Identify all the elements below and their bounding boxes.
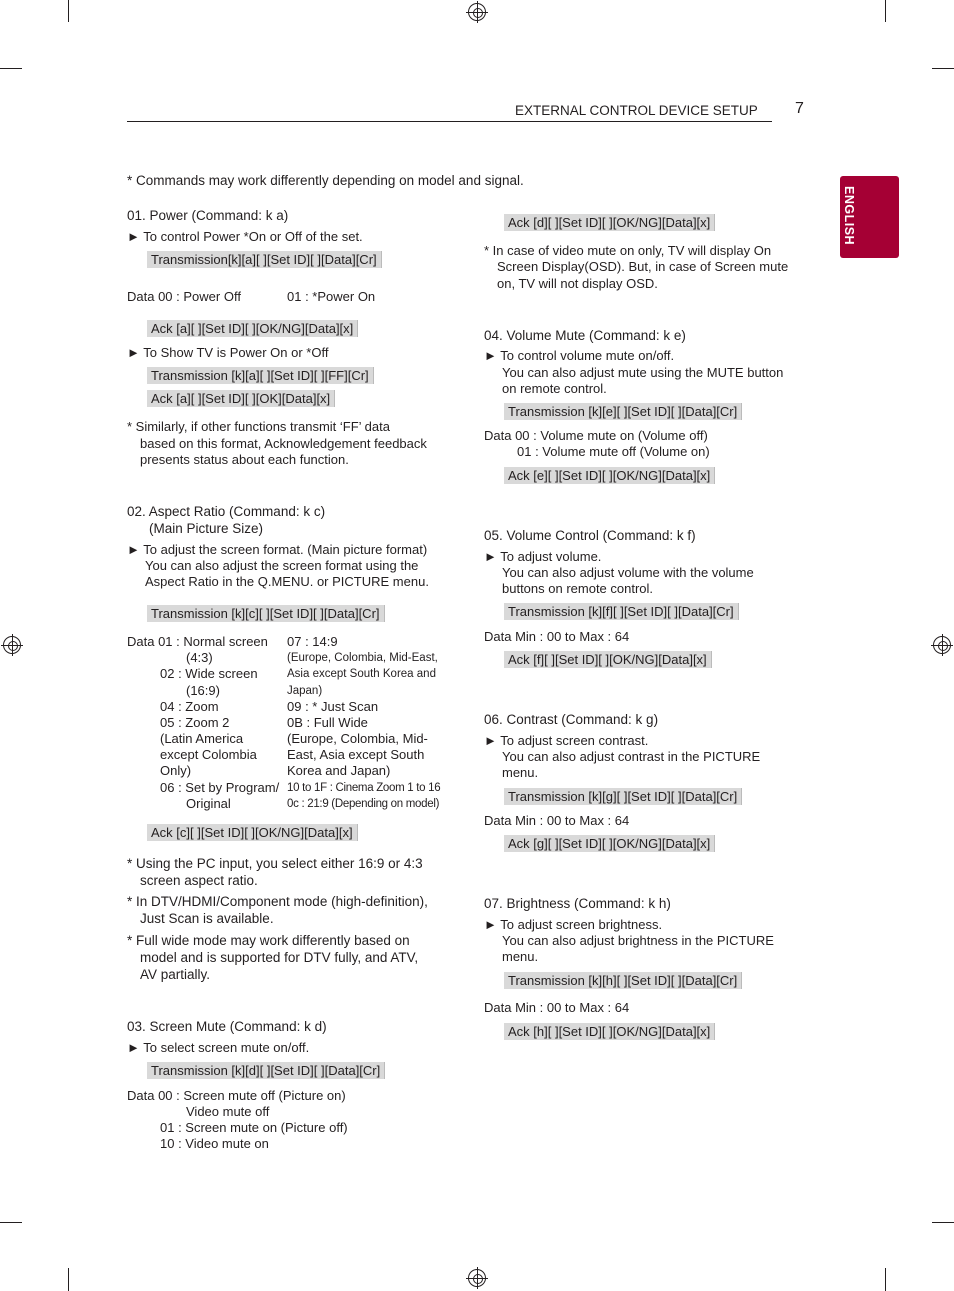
ack-box: Ack [c][ ][Set ID][ ][OK/NG][Data][x] xyxy=(147,824,358,841)
note-text: * Full wide mode may work differently based on xyxy=(127,933,410,948)
data-value: Japan) xyxy=(287,685,323,697)
section-title-volume-control: 05. Volume Control (Command: k f) xyxy=(484,528,696,543)
bullet-text: menu. xyxy=(502,949,539,964)
crop-mark xyxy=(68,1268,69,1291)
bullet-text: You can also adjust contrast in the PICTURE xyxy=(502,749,761,764)
note-text: * In DTV/HDMI/Component mode (high-definition), xyxy=(127,894,428,909)
note-text: presents status about each function. xyxy=(140,452,349,467)
bullet-text: ► To select screen mute on/off. xyxy=(127,1040,310,1055)
transmission-box: Transmission [k][c][ ][Set ID][ ][Data][Cr] xyxy=(147,605,385,622)
transmission-box: Transmission [k][d][ ][Set ID][ ][Data][Cr] xyxy=(147,1062,385,1079)
data-value: 07 : 14:9 xyxy=(287,634,338,649)
transmission-box: Transmission [k][h][ ][Set ID][ ][Data][Cr] xyxy=(504,972,742,989)
data-value: Asia except South Korea and xyxy=(287,668,436,680)
data-value: 10 : Video mute on xyxy=(160,1136,269,1151)
ack-box: Ack [f][ ][Set ID][ ][OK/NG][Data][x] xyxy=(504,651,712,668)
data-value: Data Min : 00 to Max : 64 xyxy=(484,1000,630,1015)
bullet-text: You can also adjust the screen format using the xyxy=(145,558,419,573)
crop-mark xyxy=(932,68,954,69)
bullet-text: buttons on remote control. xyxy=(502,581,654,596)
language-tab xyxy=(840,176,899,258)
ack-box: Ack [a][ ][Set ID][ ][OK][Data][x] xyxy=(147,390,335,407)
data-value: 09 : * Just Scan xyxy=(287,699,379,714)
bullet-text: ► To adjust screen brightness. xyxy=(484,917,663,932)
note-text: * In case of video mute on only, TV will display On xyxy=(484,243,772,258)
crop-mark xyxy=(0,1222,22,1223)
data-value: 01 : Volume mute off (Volume on) xyxy=(517,444,710,459)
bullet-text: menu. xyxy=(502,765,539,780)
section-title-aspect-ratio: 02. Aspect Ratio (Command: k c) xyxy=(127,504,326,519)
data-value: 10 to 1F : Cinema Zoom 1 to 16 xyxy=(287,782,441,794)
ack-box: Ack [e][ ][Set ID][ ][OK/NG][Data][x] xyxy=(504,467,715,484)
bullet-text: on remote control. xyxy=(502,381,607,396)
note-text: * Using the PC input, you select either 16:9 or 4:3 xyxy=(127,856,423,871)
crop-mark xyxy=(885,1268,886,1291)
bullet-text: You can also adjust brightness in the PICTURE xyxy=(502,933,774,948)
bullet-text: ► To adjust screen contrast. xyxy=(484,733,649,748)
section-title-brightness: 07. Brightness (Command: k h) xyxy=(484,896,671,911)
crop-mark xyxy=(68,0,69,22)
data-value: (16:9) xyxy=(186,683,220,698)
page-number: 7 xyxy=(795,100,804,117)
header-rule xyxy=(127,121,772,122)
note-text: screen aspect ratio. xyxy=(140,873,258,888)
data-value: Only) xyxy=(160,763,192,778)
bullet-text: Aspect Ratio in the Q.MENU. or PICTURE menu. xyxy=(145,574,429,589)
commands-note: * Commands may work differently depending on model and signal. xyxy=(127,173,524,188)
transmission-box: Transmission [k][g][ ][Set ID][ ][Data][Cr] xyxy=(504,788,742,805)
bullet-text: ► To adjust volume. xyxy=(484,549,602,564)
note-text: on, TV will not display OSD. xyxy=(497,276,658,291)
data-value: Data 01 : Normal screen xyxy=(127,634,268,649)
transmission-box: Transmission [k][f][ ][Set ID][ ][Data][Cr] xyxy=(504,603,739,620)
data-value: except Colombia xyxy=(160,747,257,762)
data-value: 05 : Zoom 2 xyxy=(160,715,230,730)
data-value: 0B : Full Wide xyxy=(287,715,368,730)
registration-mark-icon xyxy=(933,636,951,654)
section-title-screen-mute: 03. Screen Mute (Command: k d) xyxy=(127,1019,327,1034)
note-text: * Similarly, if other functions transmit ‘FF’ data xyxy=(127,419,390,434)
data-value: Data 00 : Power Off xyxy=(127,289,241,304)
page-header-title: EXTERNAL CONTROL DEVICE SETUP xyxy=(515,103,758,118)
ack-box: Ack [g][ ][Set ID][ ][OK/NG][Data][x] xyxy=(504,835,715,852)
language-tab-label: ENGLISH xyxy=(842,186,856,246)
data-value: East, Asia except South xyxy=(287,747,425,762)
section-title-power: 01. Power (Command: k a) xyxy=(127,208,289,223)
crop-mark xyxy=(885,0,886,22)
transmission-box: Transmission [k][e][ ][Set ID][ ][Data][Cr] xyxy=(504,403,742,420)
section-subtitle: (Main Picture Size) xyxy=(149,521,264,536)
data-value: Data Min : 00 to Max : 64 xyxy=(484,813,630,828)
ack-box: Ack [h][ ][Set ID][ ][OK/NG][Data][x] xyxy=(504,1023,715,1040)
data-value: 04 : Zoom xyxy=(160,699,219,714)
data-value: 06 : Set by Program/ xyxy=(160,780,280,795)
note-text: Screen Display(OSD). But, in case of Screen mute xyxy=(497,259,789,274)
ack-box: Ack [d][ ][Set ID][ ][OK/NG][Data][x] xyxy=(504,214,715,231)
bullet-text: ► To Show TV is Power On or *Off xyxy=(127,345,329,360)
bullet-text: ► To control volume mute on/off. xyxy=(484,348,675,363)
data-value: 0c : 21:9 (Depending on model) xyxy=(287,798,440,810)
transmission-box: Transmission [k][a][ ][Set ID][ ][FF][Cr] xyxy=(147,367,374,384)
data-value: Data 00 : Screen mute off (Picture on) xyxy=(127,1088,346,1103)
crop-mark xyxy=(0,68,22,69)
bullet-text: You can also adjust volume with the volume xyxy=(502,565,754,580)
data-value: Original xyxy=(186,796,231,811)
crop-mark xyxy=(932,1222,954,1223)
section-title-volume-mute: 04. Volume Mute (Command: k e) xyxy=(484,328,686,343)
data-value: Korea and Japan) xyxy=(287,763,391,778)
data-value: (Europe, Colombia, Mid-East, xyxy=(287,652,438,664)
data-value: Data 00 : Volume mute on (Volume off) xyxy=(484,428,708,443)
data-value: Video mute off xyxy=(186,1104,270,1119)
ack-box: Ack [a][ ][Set ID][ ][OK/NG][Data][x] xyxy=(147,320,358,337)
data-value: (Europe, Colombia, Mid- xyxy=(287,731,428,746)
bullet-text: ► To adjust the screen format. (Main picture format) xyxy=(127,542,428,557)
data-value: (4:3) xyxy=(186,650,213,665)
data-value: 01 : Screen mute on (Picture off) xyxy=(160,1120,348,1135)
data-value: (Latin America xyxy=(160,731,244,746)
note-text: model and is supported for DTV fully, and ATV, xyxy=(140,950,419,965)
registration-mark-icon xyxy=(468,3,486,21)
bullet-text: You can also adjust mute using the MUTE button xyxy=(502,365,784,380)
data-value: Data Min : 00 to Max : 64 xyxy=(484,629,630,644)
section-title-contrast: 06. Contrast (Command: k g) xyxy=(484,712,659,727)
registration-mark-icon xyxy=(468,1269,486,1287)
note-text: Just Scan is available. xyxy=(140,911,274,926)
transmission-box: Transmission[k][a][ ][Set ID][ ][Data][Cr] xyxy=(147,251,382,268)
registration-mark-icon xyxy=(3,636,21,654)
data-value: 01 : *Power On xyxy=(287,289,376,304)
note-text: based on this format, Acknowledgement feedback xyxy=(140,436,427,451)
bullet-text: ► To control Power *On or Off of the set. xyxy=(127,229,363,244)
data-value: 02 : Wide screen xyxy=(160,666,258,681)
note-text: AV partially. xyxy=(140,967,211,982)
